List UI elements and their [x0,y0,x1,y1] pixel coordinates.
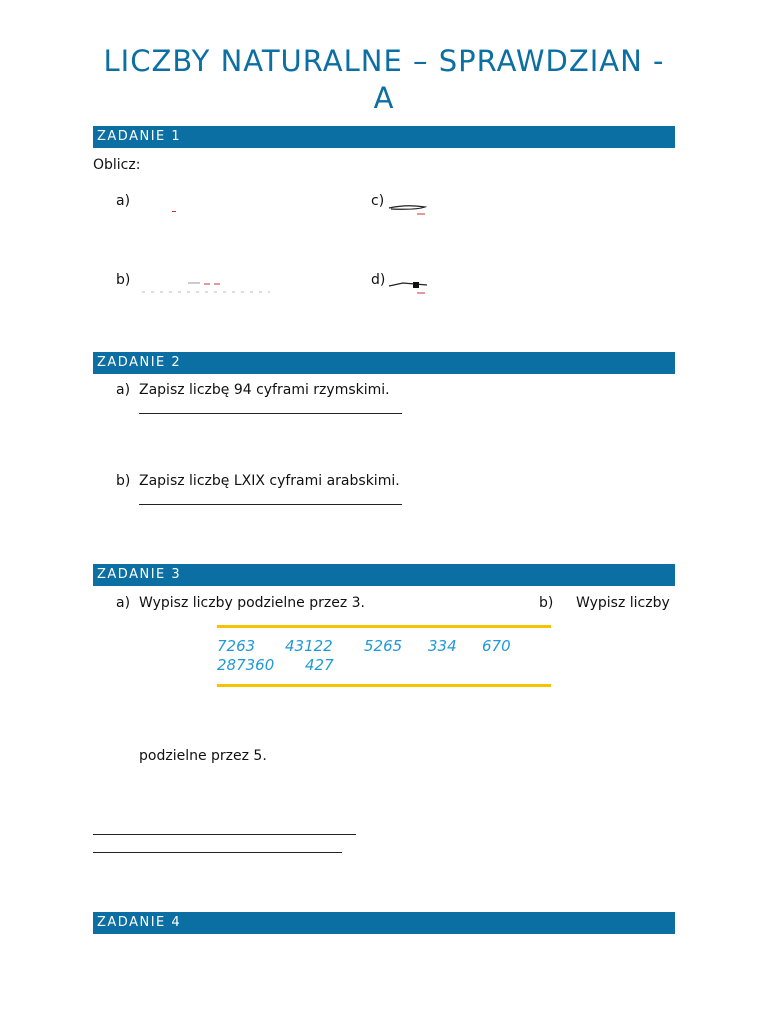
item-marker-a: a) [116,595,131,611]
section-header-zadanie-3: ZADANIE 3 [93,564,675,586]
section-header-zadanie-1: ZADANIE 1 [93,126,675,148]
item-marker-d: d) [371,272,386,288]
number-box [217,637,551,677]
answer-line[interactable] [93,834,356,835]
answer-line[interactable] [139,413,402,414]
item-marker-b: b) [539,595,554,611]
number-item: 287360 [217,656,275,674]
answer-line[interactable] [93,852,342,853]
expression-image-b [140,280,280,296]
item-marker-a: a) [116,382,131,398]
number-item: 670 [482,637,511,655]
expression-image-a [140,194,340,218]
number-item: 5265 [364,637,403,655]
number-box-bottom-border [217,684,551,687]
number-item: 427 [305,656,334,674]
instruction-oblicz: Oblicz: [93,157,141,173]
section-header-zadanie-2: ZADANIE 2 [93,352,675,374]
expression-image-d [387,278,437,298]
task-arabic-numerals: Zapisz liczbę LXIX cyframi arabskimi. [139,473,400,489]
item-marker-a: a) [116,193,131,209]
answer-line[interactable] [139,504,402,505]
task-divisible-by-5-continued: podzielne przez 5. [139,748,267,764]
page-title: LICZBY NATURALNE – SPRAWDZIAN - A [103,44,665,115]
item-marker-b: b) [116,473,131,489]
number-item: 334 [428,637,457,655]
number-item: 7263 [217,637,256,655]
item-marker-c: c) [371,193,385,209]
expression-image-c [387,198,437,220]
task-divisible-by-5: Wypisz liczby [576,595,670,611]
section-header-zadanie-4: ZADANIE 4 [93,912,675,934]
task-roman-numerals: Zapisz liczbę 94 cyframi rzymskimi. [139,382,390,398]
number-box-top-border [217,625,551,628]
number-item: 43122 [285,637,333,655]
task-divisible-by-3: Wypisz liczby podzielne przez 3. [139,595,365,611]
item-marker-b: b) [116,272,131,288]
